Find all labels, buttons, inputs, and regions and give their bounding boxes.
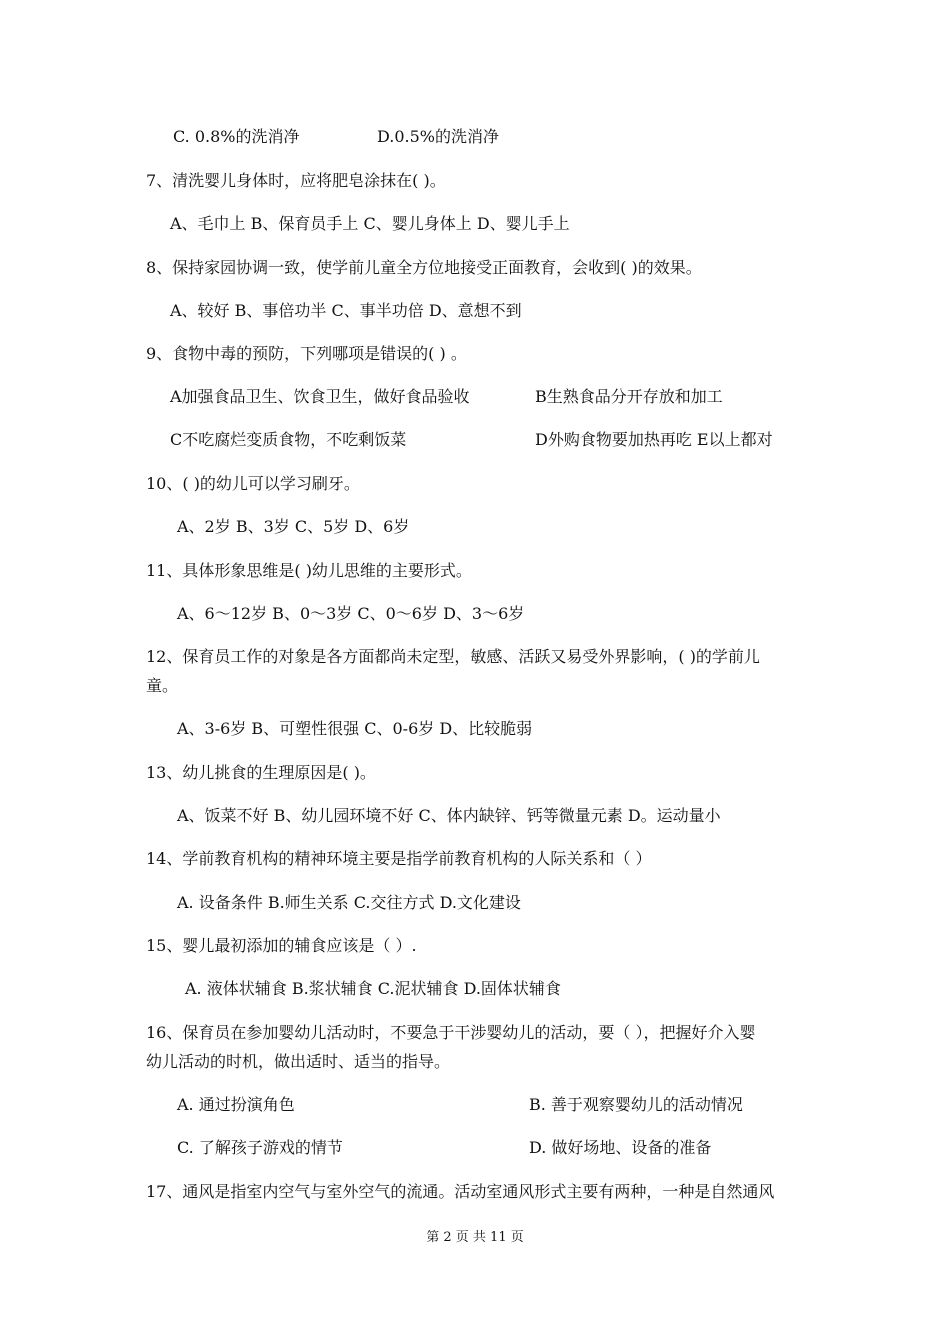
q16-option-b: B. 善于观察婴幼儿的活动情况 (529, 1095, 743, 1114)
q9-option-a: A加强食品卫生、饮食卫生，做好食品验收 (170, 387, 470, 406)
q16-stem-line1: 16、保育员在参加婴幼儿活动时，不要急于干涉婴幼儿的活动，要（ ），把握好介入婴 (146, 1023, 756, 1042)
q16-option-a: A. 通过扮演角色 (177, 1095, 295, 1114)
q12-stem-line2: 童。 (146, 676, 179, 695)
q8-stem: 8、保持家园协调一致，使学前儿童全方位地接受正面教育，会收到( )的效果。 (146, 258, 702, 277)
q8-options: A、较好 B、事倍功半 C、事半功倍 D、意想不到 (170, 301, 522, 320)
q9-option-c: C不吃腐烂变质食物，不吃剩饭菜 (170, 430, 407, 449)
q13-options: A、饭菜不好 B、幼儿园环境不好 C、体内缺锌、钙等微量元素 D。运动量小 (177, 806, 721, 825)
q12-options: A、3-6岁 B、可塑性很强 C、0-6岁 D、比较脆弱 (177, 719, 533, 738)
q11-stem: 11、具体形象思维是( )幼儿思维的主要形式。 (146, 561, 472, 580)
q9-stem: 9、食物中毒的预防，下列哪项是错误的( ) 。 (146, 344, 467, 363)
q9-option-b: B生熟食品分开存放和加工 (535, 387, 723, 406)
q10-stem: 10、( )的幼儿可以学习刷牙。 (146, 474, 360, 493)
q7-options: A、毛巾上 B、保育员手上 C、婴儿身体上 D、婴儿手上 (170, 214, 570, 233)
q15-options: A. 液体状辅食 B.浆状辅食 C.泥状辅食 D.固体状辅食 (185, 979, 561, 998)
q16-option-d: D. 做好场地、设备的准备 (529, 1138, 712, 1157)
q7-stem: 7、清洗婴儿身体时，应将肥皂涂抹在( )。 (146, 171, 446, 190)
q13-stem: 13、幼儿挑食的生理原因是( )。 (146, 763, 376, 782)
q12-stem-line1: 12、保育员工作的对象是各方面都尚未定型，敏感、活跃又易受外界影响，( )的学前儿 (146, 647, 760, 666)
q9-option-d: D外购食物要加热再吃 E以上都对 (535, 430, 773, 449)
q14-stem: 14、学前教育机构的精神环境主要是指学前教育机构的人际关系和（ ） (146, 849, 652, 868)
q14-options: A. 设备条件 B.师生关系 C.交往方式 D.文化建设 (177, 893, 521, 912)
q10-options: A、2岁 B、3岁 C、5岁 D、6岁 (177, 517, 410, 536)
q16-stem-line2: 幼儿活动的时机，做出适时、适当的指导。 (146, 1052, 451, 1071)
q15-stem: 15、婴儿最初添加的辅食应该是（ ）. (146, 936, 417, 955)
q17-stem-line1: 17、通风是指室内空气与室外空气的流通。活动室通风形式主要有两种，一种是自然通风 (146, 1182, 775, 1201)
q11-options: A、6～12岁 B、0～3岁 C、0～6岁 D、3～6岁 (177, 604, 525, 623)
q6-option-d: D.0.5%的洗消净 (377, 127, 499, 146)
page-footer: 第 2 页 共 11 页 (426, 1230, 524, 1245)
q6-option-c: C. 0.8%的洗消净 (173, 127, 300, 146)
q16-option-c: C. 了解孩子游戏的情节 (177, 1138, 343, 1157)
